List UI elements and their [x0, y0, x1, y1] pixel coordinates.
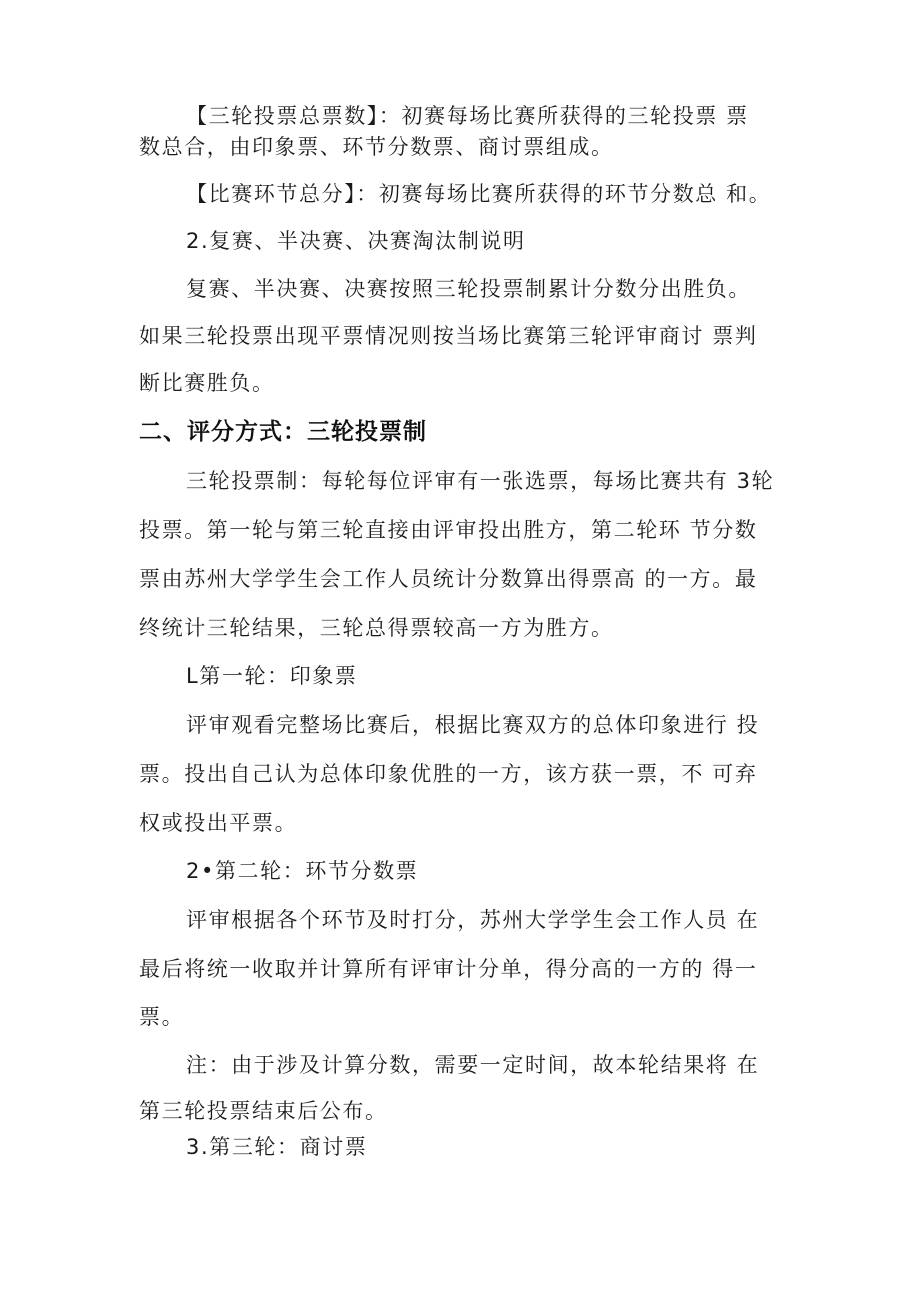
paragraph-line-round-one-2: 票。投出自己认为总体印象优胜的一方，该方获一票，不 可弃 — [139, 762, 758, 786]
paragraph-line-three-round-1: 三轮投票制：每轮每位评审有一张选票，每场比赛共有 3轮 — [186, 469, 775, 493]
subheading-round-two: 2•第二轮：环节分数票 — [186, 859, 419, 883]
paragraph-line-stage-total: 【比赛环节总分】：初赛每场比赛所获得的环节分数总 和。 — [186, 182, 772, 206]
paragraph-line-total-votes-2: 数总合，由印象票、环节分数票、商讨票组成。 — [139, 135, 614, 159]
paragraph-line-three-round-4: 终统计三轮结果，三轮总得票较高一方为胜方。 — [139, 616, 614, 640]
paragraph-line-round-two-3: 票。 — [139, 1005, 185, 1029]
subheading-round-one: L第一轮：印象票 — [186, 664, 358, 688]
paragraph-line-round-one-1: 评审观看完整场比赛后，根据比赛双方的总体印象进行 投 — [186, 713, 760, 737]
subheading-knockout-rules: 2.复赛、半决赛、决赛淘汰制说明 — [186, 229, 526, 253]
paragraph-line-three-round-3: 票由苏州大学学生会工作人员统计分数算出得票高 的一方。最 — [139, 567, 758, 591]
paragraph-line-note-1: 注：由于涉及计算分数，需要一定时间，故本轮结果将 在 — [186, 1053, 760, 1077]
section-heading-scoring-method: 二、评分方式：三轮投票制 — [139, 419, 427, 445]
paragraph-line-three-round-2: 投票。第一轮与第三轮直接由评审投出胜方，第二轮环 节分数 — [139, 518, 758, 542]
paragraph-line-round-one-3: 权或投出平票。 — [139, 811, 298, 835]
paragraph-line-round-two-2: 最后将统一收取并计算所有评审计分单，得分高的一方的 得一 — [139, 957, 758, 981]
subheading-round-three: 3.第三轮：商讨票 — [186, 1135, 368, 1159]
paragraph-line-knockout-2: 如果三轮投票出现平票情况则按当场比赛第三轮评审商讨 票判 — [139, 324, 758, 348]
paragraph-line-round-two-1: 评审根据各个环节及时打分，苏州大学学生会工作人员 在 — [186, 908, 760, 932]
paragraph-line-knockout-3: 断比赛胜负。 — [139, 371, 275, 395]
paragraph-line-note-2: 第三轮投票结束后公布。 — [139, 1099, 388, 1123]
paragraph-line-total-votes-1: 【三轮投票总票数】：初赛每场比赛所获得的三轮投票 票 — [186, 104, 749, 128]
paragraph-line-knockout-1: 复赛、半决赛、决赛按照三轮投票制累计分数分出胜负。 — [186, 277, 751, 301]
